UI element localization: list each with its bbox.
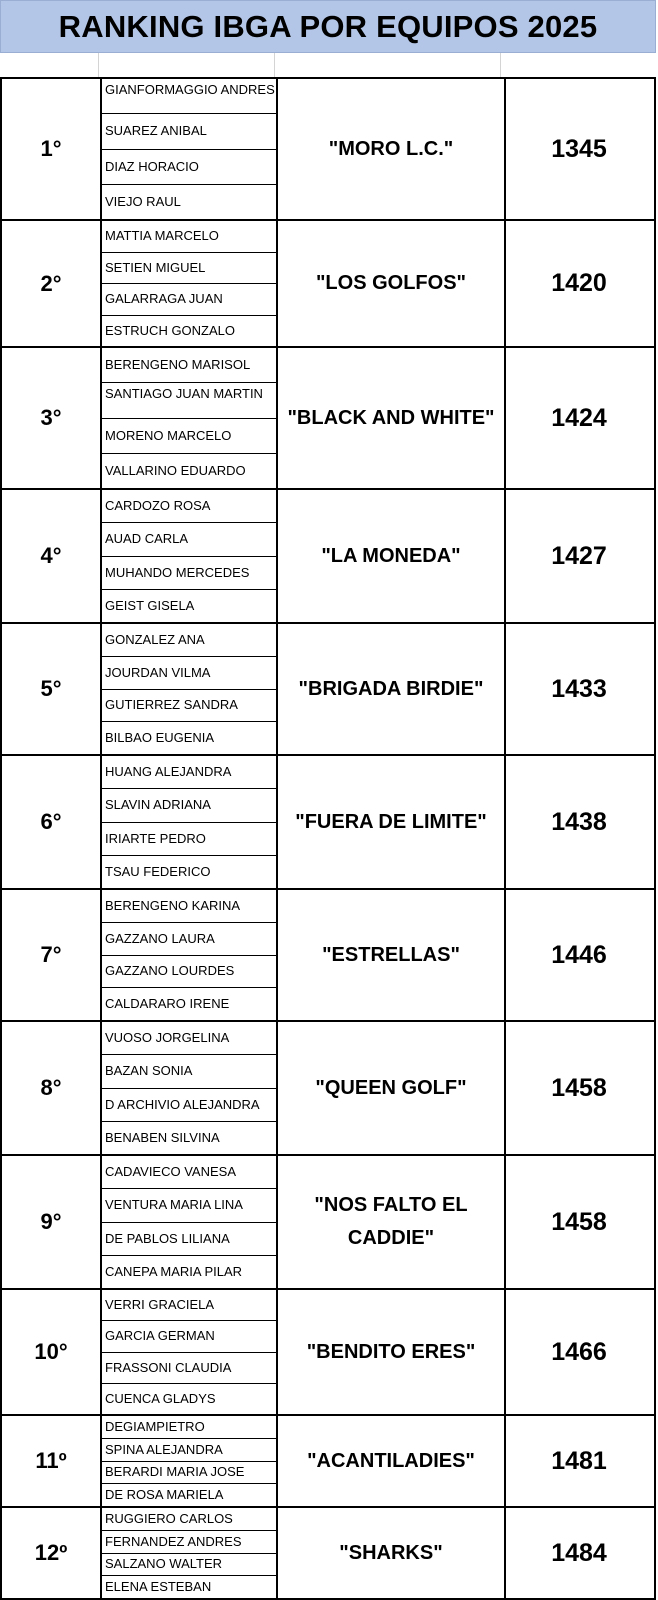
position-label: 8° xyxy=(40,1075,62,1100)
score-cell xyxy=(502,221,656,346)
score-cell xyxy=(502,890,656,1020)
position-cell xyxy=(2,1022,102,1154)
score-cell xyxy=(502,79,656,219)
position-cell xyxy=(2,348,102,488)
team-row xyxy=(0,1290,656,1416)
player-name: VALLARINO EDUARDO xyxy=(105,462,246,478)
team-name: "LOS GOLFOS" xyxy=(315,272,467,294)
team-name: "BRIGADA BIRDIE" xyxy=(298,677,484,700)
team-score: 1446 xyxy=(551,940,607,969)
player-name: SALZANO WALTER xyxy=(100,1554,276,1577)
player-name: VERRI GRACIELA xyxy=(100,1290,276,1321)
player-name: FERNANDEZ ANDRES xyxy=(100,1531,276,1554)
player-name: DIAZ HORACIO xyxy=(100,150,276,185)
player-name: GALARRAGA JUAN xyxy=(100,284,276,316)
position-cell xyxy=(2,624,102,754)
position-label: 1° xyxy=(40,136,62,161)
player-name: GARCIA GERMAN xyxy=(100,1321,276,1352)
player-name: DEGIAMPIETRO xyxy=(100,1416,276,1439)
position-cell xyxy=(2,79,102,219)
team-name: "SHARKS" xyxy=(339,1541,443,1564)
players-cell xyxy=(100,1022,276,1154)
player-name: TSAU FEDERICO xyxy=(105,863,211,879)
position-label: 7° xyxy=(40,942,62,967)
team-row xyxy=(0,1508,656,1600)
team-name: "ESTRELLAS" xyxy=(322,943,460,966)
players-cell xyxy=(100,490,276,622)
score-cell xyxy=(502,1156,656,1288)
team-row xyxy=(0,624,656,756)
header-separator xyxy=(98,53,99,77)
team-name: "ACANTILADIES" xyxy=(307,1449,475,1472)
page-title: RANKING IBGA POR EQUIPOS 2025 xyxy=(58,8,598,44)
player-name: BILBAO EUGENIA xyxy=(105,730,215,746)
player-name: GAZZANO LOURDES xyxy=(100,956,276,989)
player-name: BAZAN SONIA xyxy=(100,1055,276,1088)
player-name: BERARDI MARIA JOSE xyxy=(100,1462,276,1485)
score-cell xyxy=(502,1022,656,1154)
player-name: BERENGENO KARINA xyxy=(100,890,276,923)
player-name: ESTRUCH GONZALO xyxy=(105,322,236,338)
players-cell xyxy=(100,756,276,888)
team-name: "BLACK AND WHITE" xyxy=(287,406,495,429)
team-score: 1427 xyxy=(551,541,607,570)
players-cell xyxy=(100,221,276,346)
team-row xyxy=(0,348,656,490)
team-row xyxy=(0,756,656,890)
team-name-cell xyxy=(276,221,506,346)
player-name: VUOSO JORGELINA xyxy=(100,1022,276,1055)
player-name: GAZZANO LAURA xyxy=(100,923,276,956)
team-score: 1345 xyxy=(551,134,607,163)
team-name: "QUEEN GOLF" xyxy=(315,1076,467,1099)
player-name: GEIST GISELA xyxy=(105,597,195,613)
score-cell xyxy=(502,1508,656,1598)
player-name: IRIARTE PEDRO xyxy=(100,823,276,856)
team-row xyxy=(0,1156,656,1290)
player-name: SANTIAGO JUAN MARTIN xyxy=(100,383,276,418)
players-cell xyxy=(100,1416,276,1506)
team-name: "LA MONEDA" xyxy=(321,544,461,567)
score-cell xyxy=(502,1290,656,1414)
player-name: FRASSONI CLAUDIA xyxy=(100,1353,276,1384)
position-cell xyxy=(2,490,102,622)
player-name: RUGGIERO CARLOS xyxy=(100,1508,276,1531)
team-name-cell xyxy=(276,624,506,754)
team-row xyxy=(0,1416,656,1508)
position-label: 3° xyxy=(40,405,62,430)
position-label: 4° xyxy=(40,543,62,568)
team-name-cell xyxy=(276,756,506,888)
player-name: CARDOZO ROSA xyxy=(100,490,276,523)
position-label: 10° xyxy=(34,1339,68,1364)
empty-header-row xyxy=(0,53,656,78)
player-name: CUENCA GLADYS xyxy=(105,1390,216,1406)
position-label: 2° xyxy=(40,270,62,296)
team-name-cell xyxy=(276,79,506,219)
player-name: AUAD CARLA xyxy=(100,523,276,556)
player-name: CANEPA MARIA PILAR xyxy=(105,1263,243,1279)
team-name: "FUERA DE LIMITE" xyxy=(295,810,487,833)
player-name: MATTIA MARCELO xyxy=(100,221,276,253)
team-name: "MORO L.C." xyxy=(328,137,454,160)
team-score: 1458 xyxy=(551,1073,607,1102)
player-name: SLAVIN ADRIANA xyxy=(100,789,276,822)
player-name: BERENGENO MARISOL xyxy=(100,348,276,383)
team-name-cell xyxy=(276,1022,506,1154)
position-cell xyxy=(2,1508,102,1598)
player-name: VIEJO RAUL xyxy=(105,193,181,209)
player-name: SPINA ALEJANDRA xyxy=(100,1439,276,1462)
team-row xyxy=(0,1022,656,1156)
team-score: 1424 xyxy=(551,403,607,432)
players-cell xyxy=(100,1508,276,1598)
team-name-cell xyxy=(276,1416,506,1506)
position-label: 5° xyxy=(40,676,62,701)
position-cell xyxy=(2,1290,102,1414)
team-name-cell xyxy=(276,890,506,1020)
position-label: 11º xyxy=(35,1448,67,1473)
player-name: BENABEN SILVINA xyxy=(105,1129,220,1145)
player-name: SETIEN MIGUEL xyxy=(100,253,276,285)
score-cell xyxy=(502,1416,656,1506)
team-score: 1458 xyxy=(551,1207,607,1236)
score-cell xyxy=(502,756,656,888)
player-name: MORENO MARCELO xyxy=(100,419,276,454)
players-cell xyxy=(100,624,276,754)
player-name: ELENA ESTEBAN xyxy=(105,1579,212,1595)
team-name-cell xyxy=(276,1290,506,1414)
position-cell xyxy=(2,890,102,1020)
team-name-cell xyxy=(276,1508,506,1598)
player-name: SUAREZ ANIBAL xyxy=(100,114,276,149)
player-name: HUANG ALEJANDRA xyxy=(100,756,276,789)
player-name: JOURDAN VILMA xyxy=(100,657,276,690)
players-cell xyxy=(100,348,276,488)
player-name: DE ROSA MARIELA xyxy=(105,1487,224,1503)
position-cell xyxy=(2,1416,102,1506)
header-separator xyxy=(500,53,501,77)
player-name: VENTURA MARIA LINA xyxy=(100,1189,276,1222)
position-cell xyxy=(2,1156,102,1288)
player-name: GUTIERREZ SANDRA xyxy=(100,690,276,723)
position-label: 12º xyxy=(34,1540,68,1565)
position-cell xyxy=(2,756,102,888)
title-bar xyxy=(0,0,656,53)
player-name: GONZALEZ ANA xyxy=(100,624,276,657)
score-cell xyxy=(502,348,656,488)
players-cell xyxy=(100,1156,276,1288)
player-name: CADAVIECO VANESA xyxy=(100,1156,276,1189)
players-cell xyxy=(100,890,276,1020)
team-name-cell xyxy=(276,1156,506,1288)
player-name: D ARCHIVIO ALEJANDRA xyxy=(100,1089,276,1122)
team-score: 1438 xyxy=(551,807,607,836)
player-name: DE PABLOS LILIANA xyxy=(100,1223,276,1256)
team-score: 1433 xyxy=(551,674,607,703)
team-score: 1481 xyxy=(551,1446,607,1475)
player-name: GIANFORMAGGIO ANDRES xyxy=(100,79,276,114)
players-cell xyxy=(100,1290,276,1414)
team-score: 1420 xyxy=(551,269,607,297)
team-name: "BENDITO ERES" xyxy=(306,1340,476,1363)
team-name-cell xyxy=(276,490,506,622)
player-name: CALDARARO IRENE xyxy=(105,996,230,1012)
team-row xyxy=(0,77,656,221)
header-separator xyxy=(274,53,275,77)
score-cell xyxy=(502,624,656,754)
team-name-cell xyxy=(276,348,506,488)
team-row xyxy=(0,221,656,348)
position-label: 9° xyxy=(40,1209,62,1234)
position-cell xyxy=(2,221,102,346)
team-name: "NOS FALTO EL CADDIE" xyxy=(314,1194,468,1249)
position-label: 6° xyxy=(40,809,62,834)
team-score: 1466 xyxy=(551,1337,607,1366)
players-cell xyxy=(100,79,276,219)
team-score: 1484 xyxy=(551,1538,607,1567)
player-name: MUHANDO MERCEDES xyxy=(100,557,276,590)
score-cell xyxy=(502,490,656,622)
team-row xyxy=(0,890,656,1022)
team-row xyxy=(0,490,656,624)
